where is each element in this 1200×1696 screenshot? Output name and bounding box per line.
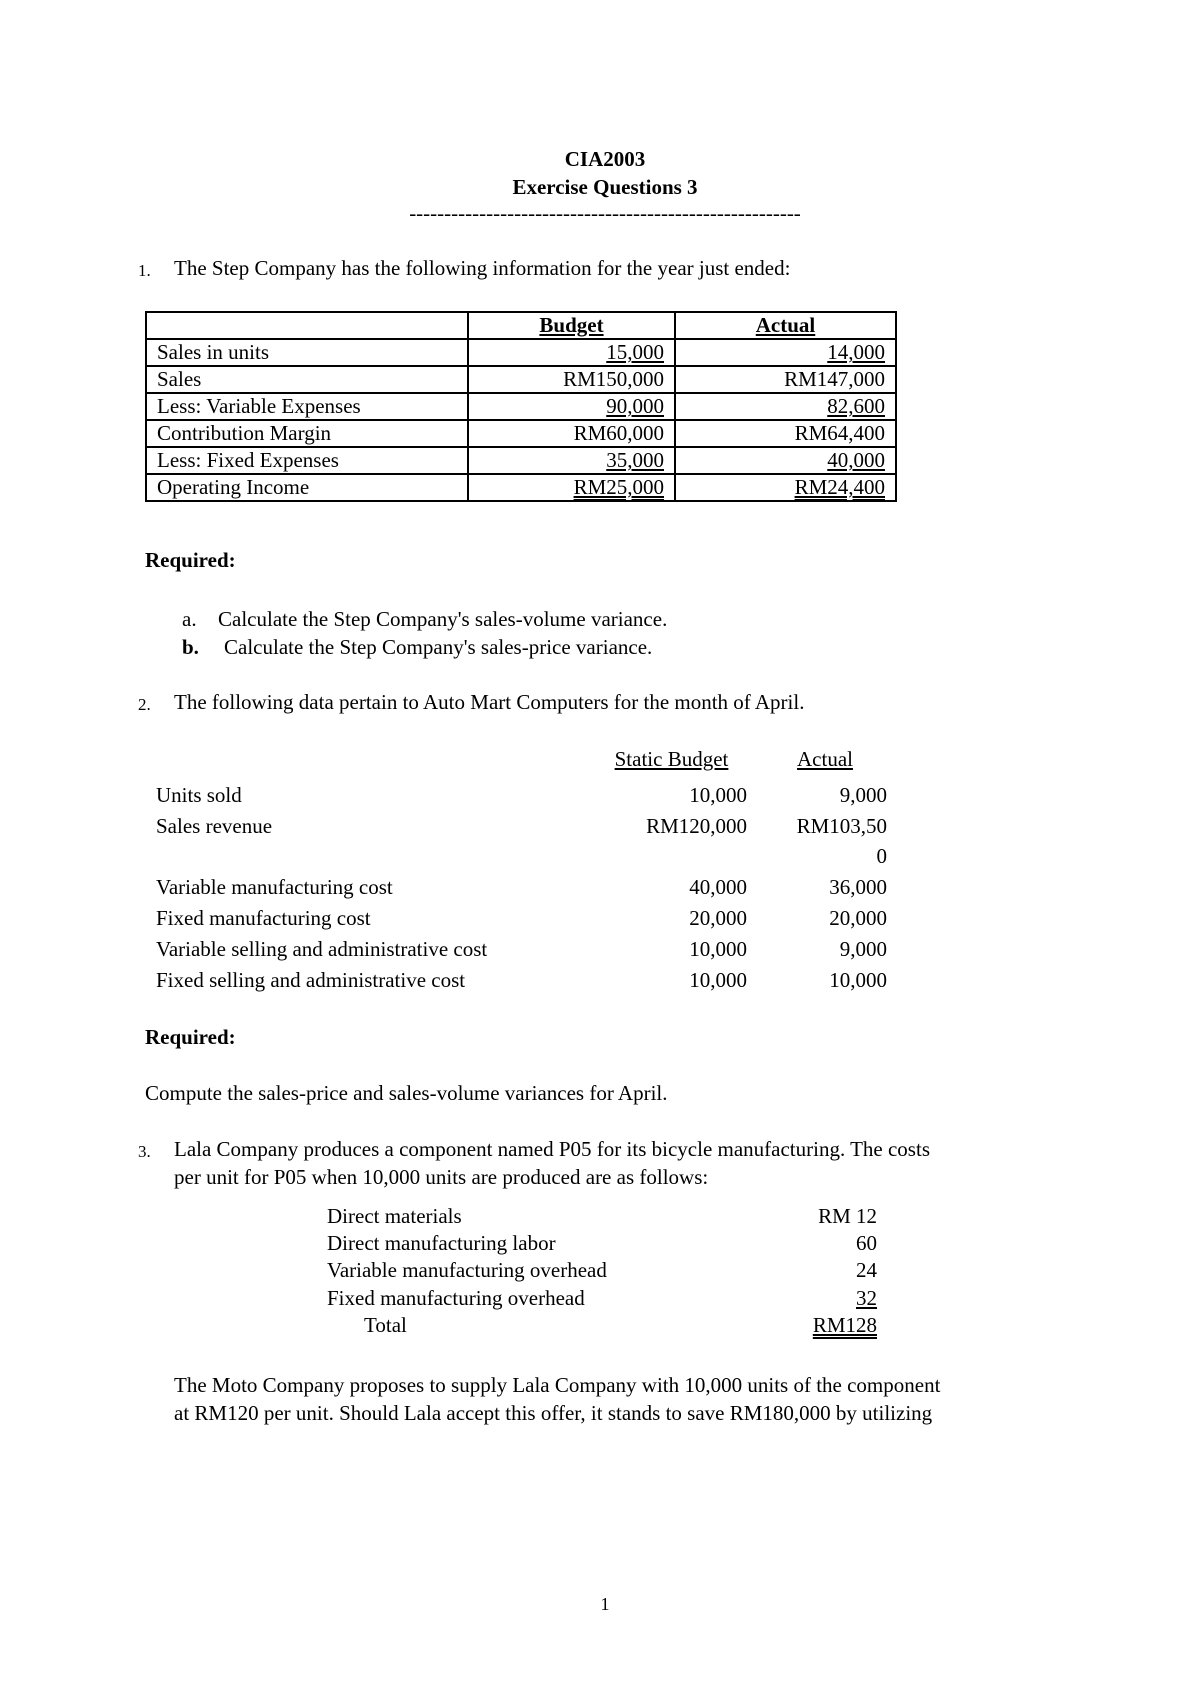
q2-row-actual: RM103,50 [796,814,887,838]
q2-row-actual: 9,000 [839,937,887,961]
q3-paragraph-line2: at RM120 per unit. Should Lala accept this offer, it stands to save RM180,000 by utilizing [174,1401,933,1425]
q2-row-static: 10,000 [689,937,747,961]
table-header-actual: Actual [675,312,896,339]
q2-row-actual-wrap: 0 [876,844,887,868]
q1-budget-table [145,311,897,502]
q2-task: Compute the sales-price and sales-volume variances for April. [145,1081,668,1105]
row-actual: 40,000 [675,447,896,474]
cost-value: 24 [856,1258,877,1282]
q1-item-b-marker: b. [182,635,199,659]
row-label: Less: Fixed Expenses [146,447,468,474]
q2-row-label: Fixed manufacturing cost [156,906,371,930]
q2-row-label: Variable manufacturing cost [156,875,393,899]
q3-number: 3. [138,1142,151,1161]
q1-item-b-text: Calculate the Step Company's sales-price variance. [224,635,653,659]
course-code: CIA2003 [564,147,646,171]
row-budget: RM25,000 [468,474,675,501]
cost-value-underlined [760,1285,877,1311]
q1-number: 1. [138,261,151,280]
table-row [146,474,896,501]
q1-item-a-text: Calculate the Step Company's sales-volume variance. [218,607,668,631]
q2-row-static: 10,000 [689,968,747,992]
table-row [146,339,896,366]
table-row [146,366,896,393]
row-label: Contribution Margin [146,420,468,447]
cost-value-text: 32 [856,1286,877,1310]
row-actual: RM147,000 [675,366,896,393]
row-actual: 14,000 [675,339,896,366]
table-row [146,447,896,474]
row-budget: 35,000 [468,447,675,474]
cost-label: Direct manufacturing labor [327,1231,556,1255]
table-row [146,420,896,447]
q1-required-heading: Required: [145,548,236,572]
row-budget: RM150,000 [468,366,675,393]
q2-row-actual: 20,000 [829,906,887,930]
row-label: Operating Income [146,474,468,501]
table-row [146,393,896,420]
cost-value: RM 12 [818,1204,877,1228]
cost-label: Fixed manufacturing overhead [327,1286,585,1310]
cost-value: 60 [856,1231,877,1255]
q2-row-label: Units sold [156,783,242,807]
q2-required-heading: Required: [145,1025,236,1049]
q3-intro-line2: per unit for P05 when 10,000 units are produced are as follows: [174,1165,709,1189]
page-number: 1 [600,1594,610,1614]
row-label: Sales [146,366,468,393]
q2-row-label: Fixed selling and administrative cost [156,968,466,992]
row-budget: 90,000 [468,393,675,420]
q1-intro: The Step Company has the following information for the year just ended: [174,256,791,280]
row-budget: RM60,000 [468,420,675,447]
q2-number: 2. [138,695,151,714]
cost-total-label: Total [364,1313,407,1337]
q1-item-a-marker: a. [182,607,197,631]
q2-col-static-budget: Static Budget [614,747,729,771]
cost-total-value: RM128 [812,1313,877,1337]
table-header-budget: Budget [468,312,675,339]
q2-row-static: 20,000 [689,906,747,930]
table-header-blank [146,312,468,339]
q2-row-label: Sales revenue [156,814,273,838]
document-title: Exercise Questions 3 [512,175,698,199]
q2-row-static: 10,000 [689,783,747,807]
q2-row-static: RM120,000 [646,814,747,838]
q2-row-actual: 36,000 [829,875,887,899]
q2-row-actual: 10,000 [829,968,887,992]
cost-total-wrap [760,1312,877,1338]
row-budget: 15,000 [468,339,675,366]
q2-intro: The following data pertain to Auto Mart Computers for the month of April. [174,690,805,714]
cost-label: Variable manufacturing overhead [327,1258,607,1282]
row-label: Sales in units [146,339,468,366]
row-actual: RM24,400 [675,474,896,501]
q2-col-actual: Actual [797,747,853,771]
q3-paragraph-line1: The Moto Company proposes to supply Lala Company with 10,000 units of the component [174,1373,941,1397]
row-label: Less: Variable Expenses [146,393,468,420]
title-divider: -------------------------------------------------------- [409,201,801,225]
q3-intro-line1: Lala Company produces a component named P05 for its bicycle manufacturing. The costs [174,1137,930,1161]
table-header-row [146,312,896,339]
row-actual: 82,600 [675,393,896,420]
row-actual: RM64,400 [675,420,896,447]
q2-row-actual: 9,000 [839,783,887,807]
cost-label: Direct materials [327,1204,462,1228]
q2-row-label: Variable selling and administrative cost [156,937,488,961]
q2-row-static: 40,000 [689,875,747,899]
